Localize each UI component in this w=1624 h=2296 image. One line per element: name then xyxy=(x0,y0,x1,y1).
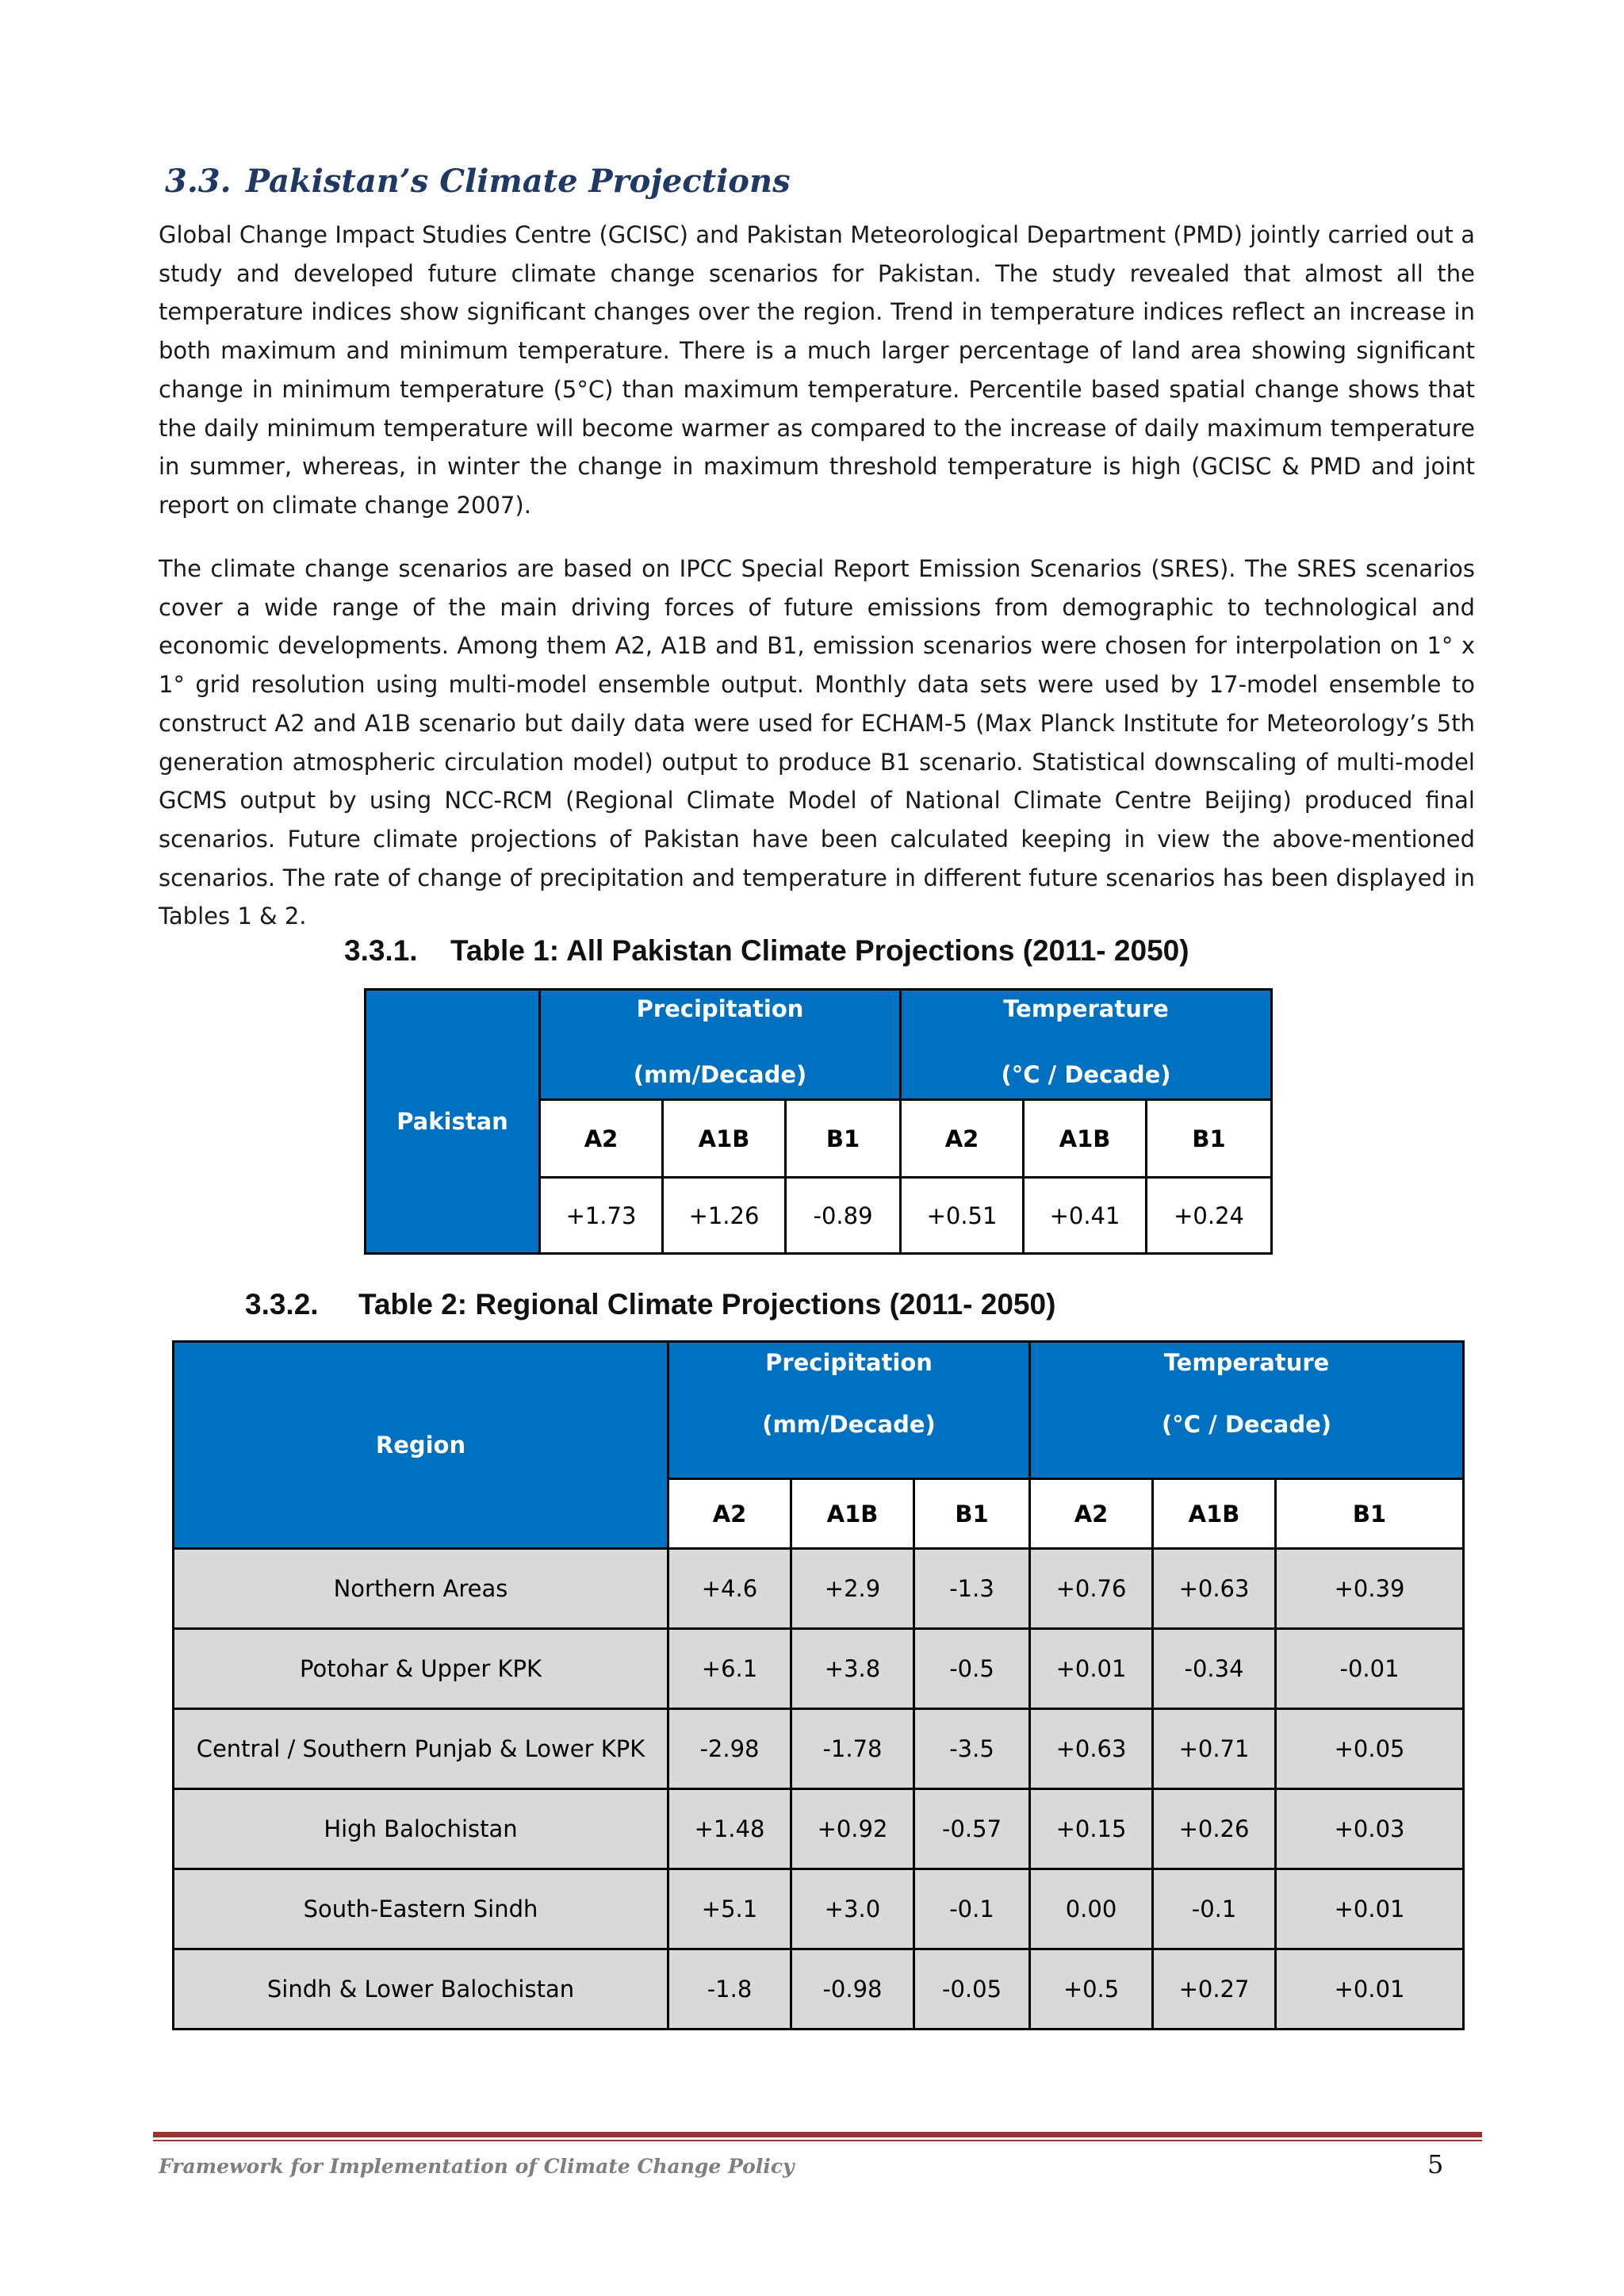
region-value: +0.39 xyxy=(1276,1549,1464,1629)
region-value: +1.48 xyxy=(668,1789,791,1869)
table1-precip-label: Precipitation xyxy=(636,995,804,1022)
table1-row-label: Pakistan xyxy=(366,990,540,1254)
table2-precip-unit: (mm/Decade) xyxy=(762,1411,936,1438)
table1-scenario-header: A2 xyxy=(901,1100,1024,1178)
region-value: -1.78 xyxy=(791,1709,914,1789)
region-value: -0.57 xyxy=(914,1789,1030,1869)
table1-value-cell: +0.41 xyxy=(1024,1178,1147,1254)
table1-temp-unit: (°C / Decade) xyxy=(1001,1061,1171,1088)
region-value: -0.1 xyxy=(914,1869,1030,1949)
table2-regional-projections xyxy=(172,1340,1465,2030)
table-row xyxy=(174,1629,1464,1709)
table2-temp-label: Temperature xyxy=(1163,1349,1330,1376)
table2-region-header: Region xyxy=(174,1342,668,1549)
region-value: +0.71 xyxy=(1153,1709,1276,1789)
table2-scenario-header: A1B xyxy=(1153,1479,1276,1549)
region-name: Sindh & Lower Balochistan xyxy=(174,1949,668,2030)
table1-title: Table 1: All Pakistan Climate Projections (2011- 2050) xyxy=(450,934,1189,967)
table1-scenario-header: B1 xyxy=(1147,1100,1272,1178)
table1-precip-header xyxy=(540,990,901,1100)
region-name: South-Eastern Sindh xyxy=(174,1869,668,1949)
region-value: +0.63 xyxy=(1030,1709,1153,1789)
table2-precip-label: Precipitation xyxy=(765,1349,933,1376)
region-value: -0.1 xyxy=(1153,1869,1276,1949)
region-name: Central / Southern Punjab & Lower KPK xyxy=(174,1709,668,1789)
region-value: -0.5 xyxy=(914,1629,1030,1709)
region-value: +0.03 xyxy=(1276,1789,1464,1869)
table-row xyxy=(174,1549,1464,1629)
table1-value-cell: +1.73 xyxy=(540,1178,663,1254)
table1-scenario-header: A1B xyxy=(1024,1100,1147,1178)
region-value: +6.1 xyxy=(668,1629,791,1709)
table2-temp-unit: (°C / Decade) xyxy=(1162,1411,1332,1438)
table1-precip-unit: (mm/Decade) xyxy=(633,1061,807,1088)
page-number: 5 xyxy=(1427,2149,1444,2179)
region-value: +0.01 xyxy=(1276,1869,1464,1949)
table1-number: 3.3.1. xyxy=(344,934,418,967)
region-value: -1.3 xyxy=(914,1549,1030,1629)
region-name: Potohar & Upper KPK xyxy=(174,1629,668,1709)
region-value: +0.92 xyxy=(791,1789,914,1869)
region-value: 0.00 xyxy=(1030,1869,1153,1949)
table1-scenario-header: A2 xyxy=(540,1100,663,1178)
table-row xyxy=(174,1789,1464,1869)
region-value: -0.01 xyxy=(1276,1629,1464,1709)
section-number: 3.3. xyxy=(165,163,232,200)
table1-value-cell: +0.51 xyxy=(901,1178,1024,1254)
region-value: +0.76 xyxy=(1030,1549,1153,1629)
table1-value-cell: +0.24 xyxy=(1147,1178,1272,1254)
table1-value-cell: +1.26 xyxy=(663,1178,786,1254)
region-value: +0.26 xyxy=(1153,1789,1276,1869)
region-value: -1.8 xyxy=(668,1949,791,2030)
region-value: +5.1 xyxy=(668,1869,791,1949)
table2-temp-header xyxy=(1030,1342,1464,1479)
table2-scenario-header: B1 xyxy=(1276,1479,1464,1549)
region-value: +4.6 xyxy=(668,1549,791,1629)
region-name: Northern Areas xyxy=(174,1549,668,1629)
table1-temp-header xyxy=(901,990,1272,1100)
region-name: High Balochistan xyxy=(174,1789,668,1869)
region-value: -0.98 xyxy=(791,1949,914,2030)
region-value: +0.01 xyxy=(1276,1949,1464,2030)
table1-scenario-header: A1B xyxy=(663,1100,786,1178)
footer-divider xyxy=(153,2132,1482,2137)
region-value: +0.15 xyxy=(1030,1789,1153,1869)
region-value: +0.01 xyxy=(1030,1629,1153,1709)
section-title-text: Pakistan’s Climate Projections xyxy=(246,163,791,200)
table1-heading xyxy=(344,934,1189,968)
table2-scenario-header: A1B xyxy=(791,1479,914,1549)
intro-paragraph: Global Change Impact Studies Centre (GCISC) and Pakistan Meteorological Department (PMD) jointly carried out a study and developed future climate change scenarios for Pakistan. The study revealed that almost all the temperature indices show significant changes over the region. Trend in temperature indices reflect an increase in both maximum and minimum temperature. There is a much larger percentage of land area showing significant change in minimum temperature (5°C) than maximum temperature. Percentile based spatial change shows that the daily minimum temperature will become warmer as compared to the increase of daily maximum temperature in summer, whereas, in winter the change in maximum threshold temperature is high (GCISC & PMD and joint report on climate change 2007). xyxy=(159,221,1475,519)
table1-temp-label: Temperature xyxy=(1003,995,1169,1022)
table1-pakistan-projections xyxy=(364,988,1273,1255)
table2-scenario-header: A2 xyxy=(668,1479,791,1549)
region-value: -3.5 xyxy=(914,1709,1030,1789)
region-value: +0.5 xyxy=(1030,1949,1153,2030)
region-value: +0.63 xyxy=(1153,1549,1276,1629)
region-value: +3.8 xyxy=(791,1629,914,1709)
table2-title: Table 2: Regional Climate Projections (2011- 2050) xyxy=(358,1288,1056,1320)
region-value: +0.05 xyxy=(1276,1709,1464,1789)
table1-value-cell: -0.89 xyxy=(786,1178,901,1254)
region-value: -0.34 xyxy=(1153,1629,1276,1709)
table2-precip-header xyxy=(668,1342,1030,1479)
scenarios-paragraph: The climate change scenarios are based on IPCC Special Report Emission Scenarios (SRES). The SRES scenarios cover a wide range of the main driving forces of future emissions from demographic to technological and economic developments. Among them A2, A1B and B1, emission scenarios were chosen for interpolation on 1° x 1° grid resolution using multi-model ensemble output. Monthly data sets were used by 17-model ensemble to construct A2 and A1B scenario but daily data were used for ECHAM-5 (Max Planck Institute for Meteorology’s 5th generation atmospheric circulation model) output to produce B1 scenario. Statistical downscaling of multi-model GCMS output by using NCC-RCM (Regional Climate Model of National Climate Centre Beijing) produced final scenarios. Future climate projections of Pakistan have been calculated keeping in view the above-mentioned scenarios. The rate of change of precipitation and temperature in different future scenarios has been displayed in Tables 1 & 2. xyxy=(159,555,1475,930)
region-value: -2.98 xyxy=(668,1709,791,1789)
table-row xyxy=(174,1709,1464,1789)
section-title xyxy=(165,163,791,200)
table1-scenario-header: B1 xyxy=(786,1100,901,1178)
table-row xyxy=(174,1869,1464,1949)
footer-divider-thin xyxy=(153,2140,1482,2141)
table2-scenario-header: A2 xyxy=(1030,1479,1153,1549)
table2-number: 3.3.2. xyxy=(245,1288,319,1320)
region-value: -0.05 xyxy=(914,1949,1030,2030)
table2-heading xyxy=(245,1288,1055,1321)
region-value: +2.9 xyxy=(791,1549,914,1629)
region-value: +0.27 xyxy=(1153,1949,1276,2030)
region-value: +3.0 xyxy=(791,1869,914,1949)
table2-scenario-header: B1 xyxy=(914,1479,1030,1549)
table-row xyxy=(174,1949,1464,2030)
footer-title: Framework for Implementation of Climate Change Policy xyxy=(159,2155,795,2178)
